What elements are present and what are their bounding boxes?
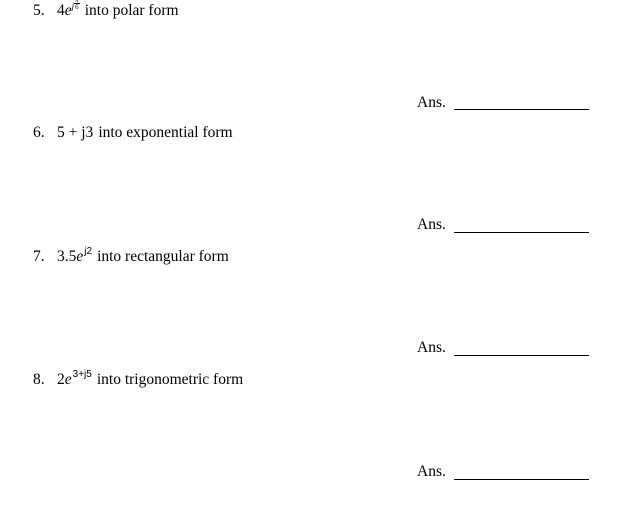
- exponent: 3+j5: [72, 369, 92, 380]
- answer-line-5[interactable]: [454, 109, 589, 110]
- coefficient: 2: [57, 371, 65, 388]
- problem-expression: 5 + j3: [57, 124, 94, 141]
- problem-6: [33, 124, 233, 142]
- problem-description: into rectangular form: [97, 248, 229, 265]
- exponent-fraction: [71, 0, 80, 11]
- fraction-denominator: 6: [75, 3, 79, 11]
- problem-description: into exponential form: [98, 124, 233, 141]
- problem-number: 8.: [33, 371, 45, 388]
- fraction-numerator: π: [74, 0, 80, 4]
- exponent-j: j: [71, 1, 75, 11]
- answer-label-8: Ans.: [417, 463, 446, 480]
- problem-number: 7.: [33, 248, 45, 265]
- answer-line-6[interactable]: [454, 232, 589, 233]
- problem-description: into trigonometric form: [96, 371, 244, 388]
- answer-line-7[interactable]: [454, 355, 589, 356]
- coefficient: 4: [57, 2, 65, 19]
- base-e: e: [64, 371, 72, 388]
- problem-8: [33, 371, 243, 389]
- problem-description: into polar form: [84, 2, 179, 19]
- base-e: e: [76, 248, 84, 265]
- problem-number: 6.: [33, 124, 45, 141]
- coefficient: 3.5: [57, 248, 77, 265]
- problem-7: [33, 248, 229, 266]
- base-e: e: [64, 2, 72, 19]
- answer-label-5: Ans.: [417, 94, 446, 111]
- problem-number: 5.: [33, 2, 45, 19]
- problem-expression: [57, 2, 80, 20]
- problem-5: [33, 2, 179, 20]
- exponent: j2: [84, 246, 93, 257]
- answer-line-8[interactable]: [454, 479, 589, 480]
- answer-label-7: Ans.: [417, 339, 446, 356]
- answer-label-6: Ans.: [417, 216, 446, 233]
- problem-expression: [57, 371, 92, 389]
- problem-expression: [57, 248, 92, 266]
- exponent: [72, 1, 80, 14]
